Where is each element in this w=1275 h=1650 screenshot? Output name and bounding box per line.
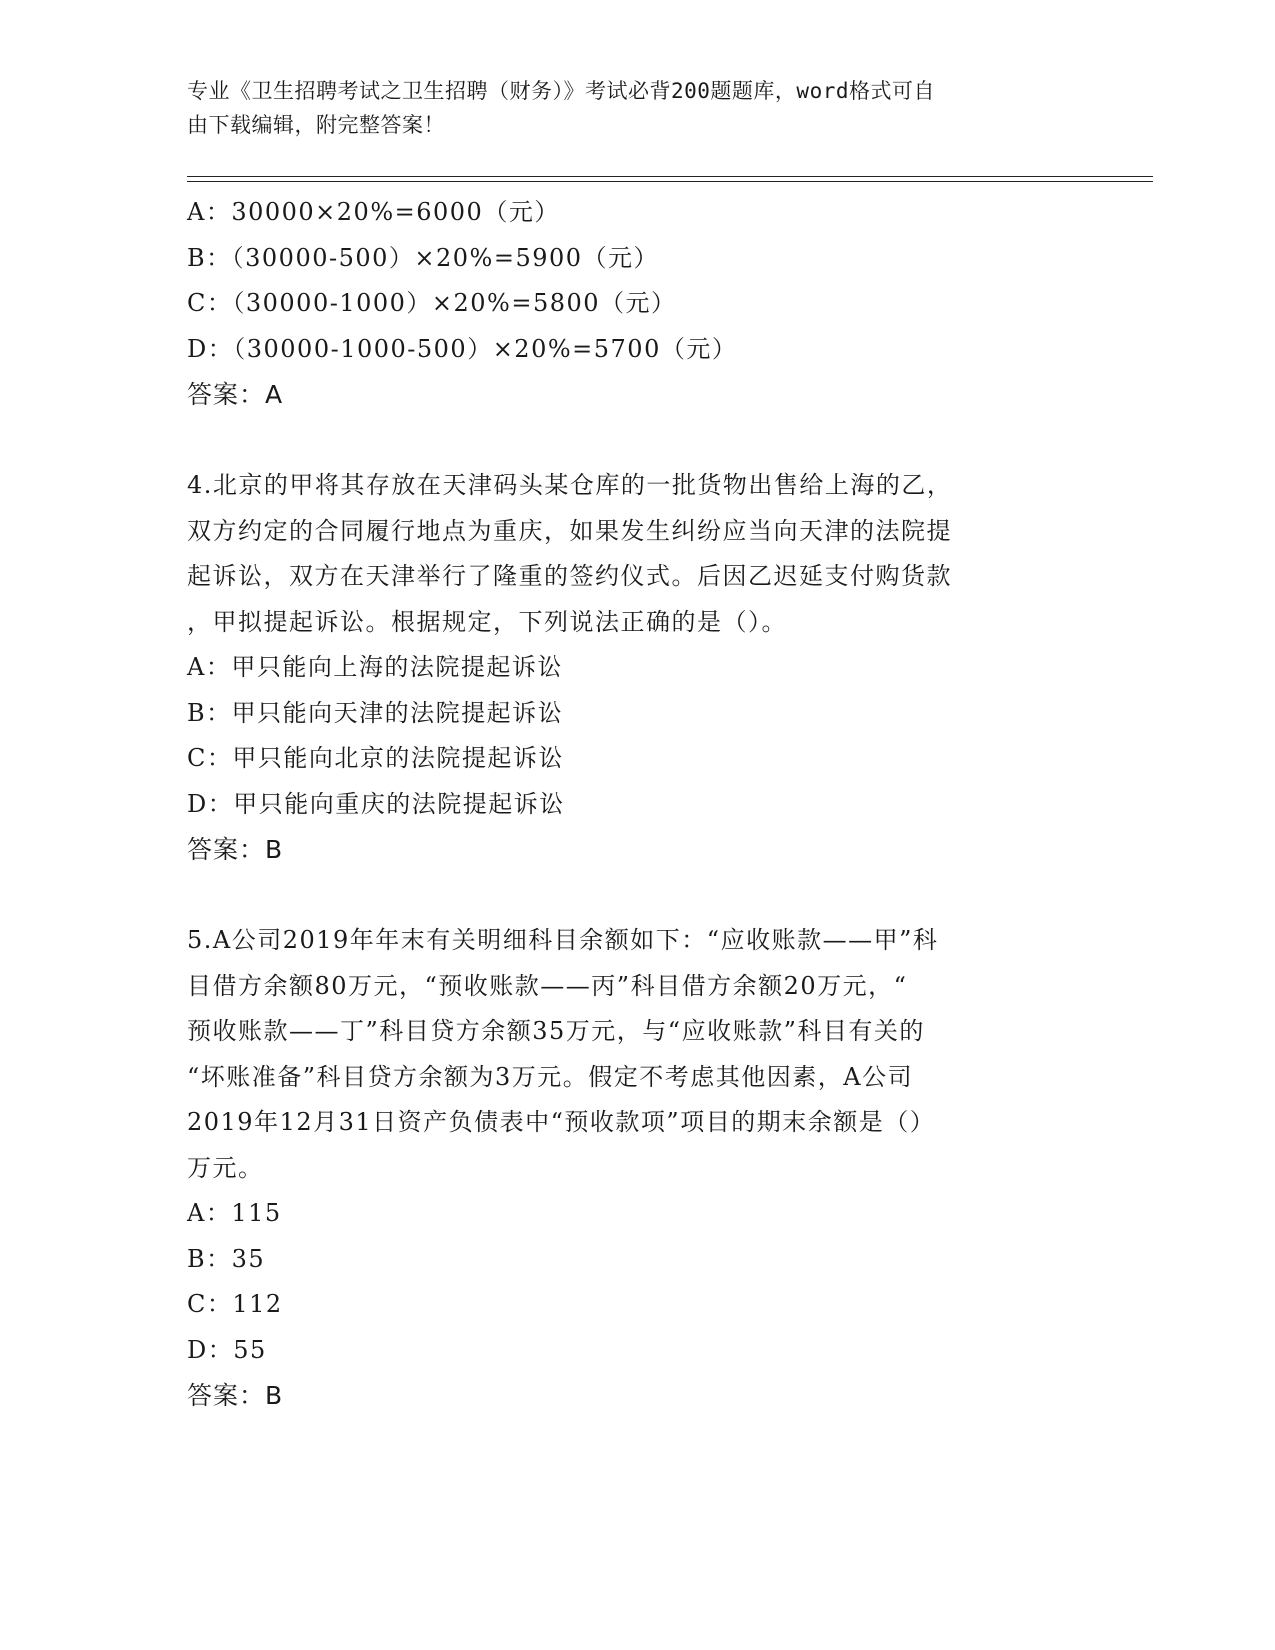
question-text-line: 双方约定的合同履行地点为重庆，如果发生纠纷应当向天津的法院提 [187,516,952,545]
question-text-line: 目借方余额80万元，“预收账款——丙”科目借方余额20万元，“ [187,971,908,1000]
option-d: D：55 [187,1335,267,1364]
option-b: B：甲只能向天津的法院提起诉讼 [187,698,564,727]
header-divider-bottom [187,181,1153,182]
question-text-line: 万元。 [187,1153,264,1182]
question-text-line: 预收账款——丁”科目贷方余额35万元，与“应收账款”科目有关的 [187,1017,925,1045]
option-d: D：（30000-1000-500）×20%=5700（元） [187,334,738,363]
question-text-line: 2019年12月31日资产负债表中“预收款项”项目的期末余额是（） [187,1108,936,1136]
question-text-line: ，甲拟提起诉讼。根据规定，下列说法正确的是（）。 [187,607,787,636]
spacer [187,873,1087,919]
document-header [187,74,1067,142]
question-3 [187,190,1087,418]
question-4 [187,463,1087,873]
question-text-line: 起诉讼，双方在天津举行了隆重的签约仪式。后因乙迟延支付购货款 [187,562,952,590]
answer-line: 答案：B [187,1381,284,1410]
question-text-line: 5.A公司2019年年末有关明细科目余额如下：“应收账款——甲”科 [187,926,939,954]
option-a: A：甲只能向上海的法院提起诉讼 [187,653,563,681]
option-c: C：112 [187,1290,283,1318]
option-c: C：甲只能向北京的法院提起诉讼 [187,744,564,772]
option-b: B：（30000-500）×20%=5900（元） [187,243,660,272]
header-divider-top [187,176,1153,177]
option-a: A：30000×20%=6000（元） [187,198,560,226]
header-line-2: 由下载编辑，附完整答案！ [187,113,445,137]
question-text-line: “坏账准备”科目贷方余额为3万元。假定不考虑其他因素，A公司 [187,1062,914,1091]
option-b: B：35 [187,1244,266,1273]
answer-line: 答案：B [187,835,284,864]
question-text-line: 4.北京的甲将其存放在天津码头某仓库的一批货物出售给上海的乙， [187,471,953,499]
header-line-1: 专业《卫生招聘考试之卫生招聘（财务）》考试必背200题题库，word格式可自 [187,79,935,103]
option-d: D：甲只能向重庆的法院提起诉讼 [187,789,565,818]
question-5 [187,918,1087,1419]
answer-line: 答案：A [187,380,284,409]
spacer [187,418,1087,464]
option-c: C：（30000-1000）×20%=5800（元） [187,289,677,317]
document-body [187,190,1087,1419]
option-a: A：115 [187,1199,282,1227]
